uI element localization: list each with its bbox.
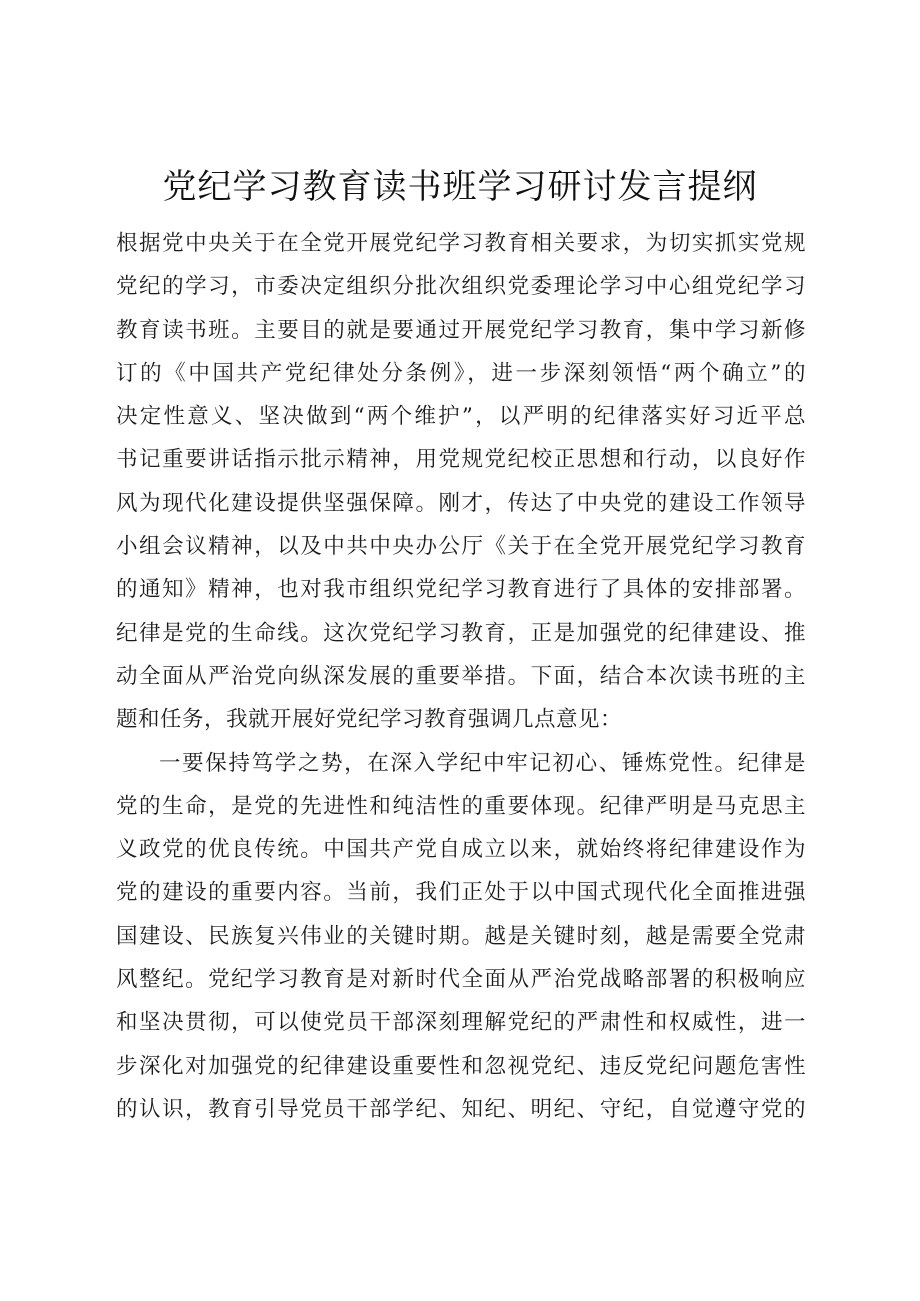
body-line: 决定性意义、坚决做到“两个维护”，以严明的纪律落实好习近平总 — [116, 404, 806, 430]
body-line: 和坚决贯彻，可以使党员干部深刻理解党纪的严肃性和权威性，进一 — [116, 1010, 806, 1036]
body-line: 党的建设的重要内容。当前，我们正处于以中国式现代化全面推进强 — [116, 880, 806, 906]
body-line: 根据党中央关于在全党开展党纪学习教育相关要求，为切实抓实党规 — [116, 231, 806, 256]
body-line: 风为现代化建设提供坚强保障。刚才，传达了中央党的建设工作领导 — [116, 490, 806, 516]
body-line: 风整纪。党纪学习教育是对新时代全面从严治党战略部署的积极响应 — [116, 967, 806, 993]
body-line: 党纪的学习，市委决定组织分批次组织党委理论学习中心组党纪学习 — [116, 274, 806, 300]
document-body — [116, 222, 806, 1131]
body-line: 动全面从严治党向纵深发展的重要举措。下面，结合本次读书班的主 — [116, 663, 806, 689]
body-line: 小组会议精神，以及中共中央办公厅《关于在全党开展党纪学习教育 — [116, 534, 806, 560]
body-line: 义政党的优良传统。中国共产党自成立以来，就始终将纪律建设作为 — [116, 837, 806, 863]
body-line: 的通知》精神，也对我市组织党纪学习教育进行了具体的安排部署。 — [116, 577, 806, 603]
body-line: 题和任务，我就开展好党纪学习教育强调几点意见： — [116, 707, 623, 733]
body-line: 纪律是党的生命线。这次党纪学习教育，正是加强党的纪律建设、推 — [116, 620, 806, 646]
body-line: 订的《中国共产党纪律处分条例》，进一步深刻领悟“两个确立”的 — [116, 360, 806, 386]
body-line: 党的生命，是党的先进性和纯洁性的重要体现。纪律严明是马克思主 — [116, 793, 806, 819]
body-line: 一要保持笃学之势，在深入学纪中牢记初心、锤炼党性。纪律是 — [159, 750, 806, 776]
body-line: 的认识，教育引导党员干部学纪、知纪、明纪、守纪，自觉遵守党的 — [116, 1096, 806, 1122]
body-line: 国建设、民族复兴伟业的关键时期。越是关键时刻，越是需要全党肃 — [116, 923, 806, 949]
document-title: 党纪学习教育读书班学习研讨发言提纲 — [162, 167, 758, 207]
body-line: 教育读书班。主要目的就是要通过开展党纪学习教育，集中学习新修 — [116, 317, 806, 343]
body-line: 步深化对加强党的纪律建设重要性和忽视党纪、违反党纪问题危害性 — [116, 1053, 806, 1079]
body-line: 书记重要讲话指示批示精神，用党规党纪校正思想和行动，以良好作 — [116, 447, 806, 473]
